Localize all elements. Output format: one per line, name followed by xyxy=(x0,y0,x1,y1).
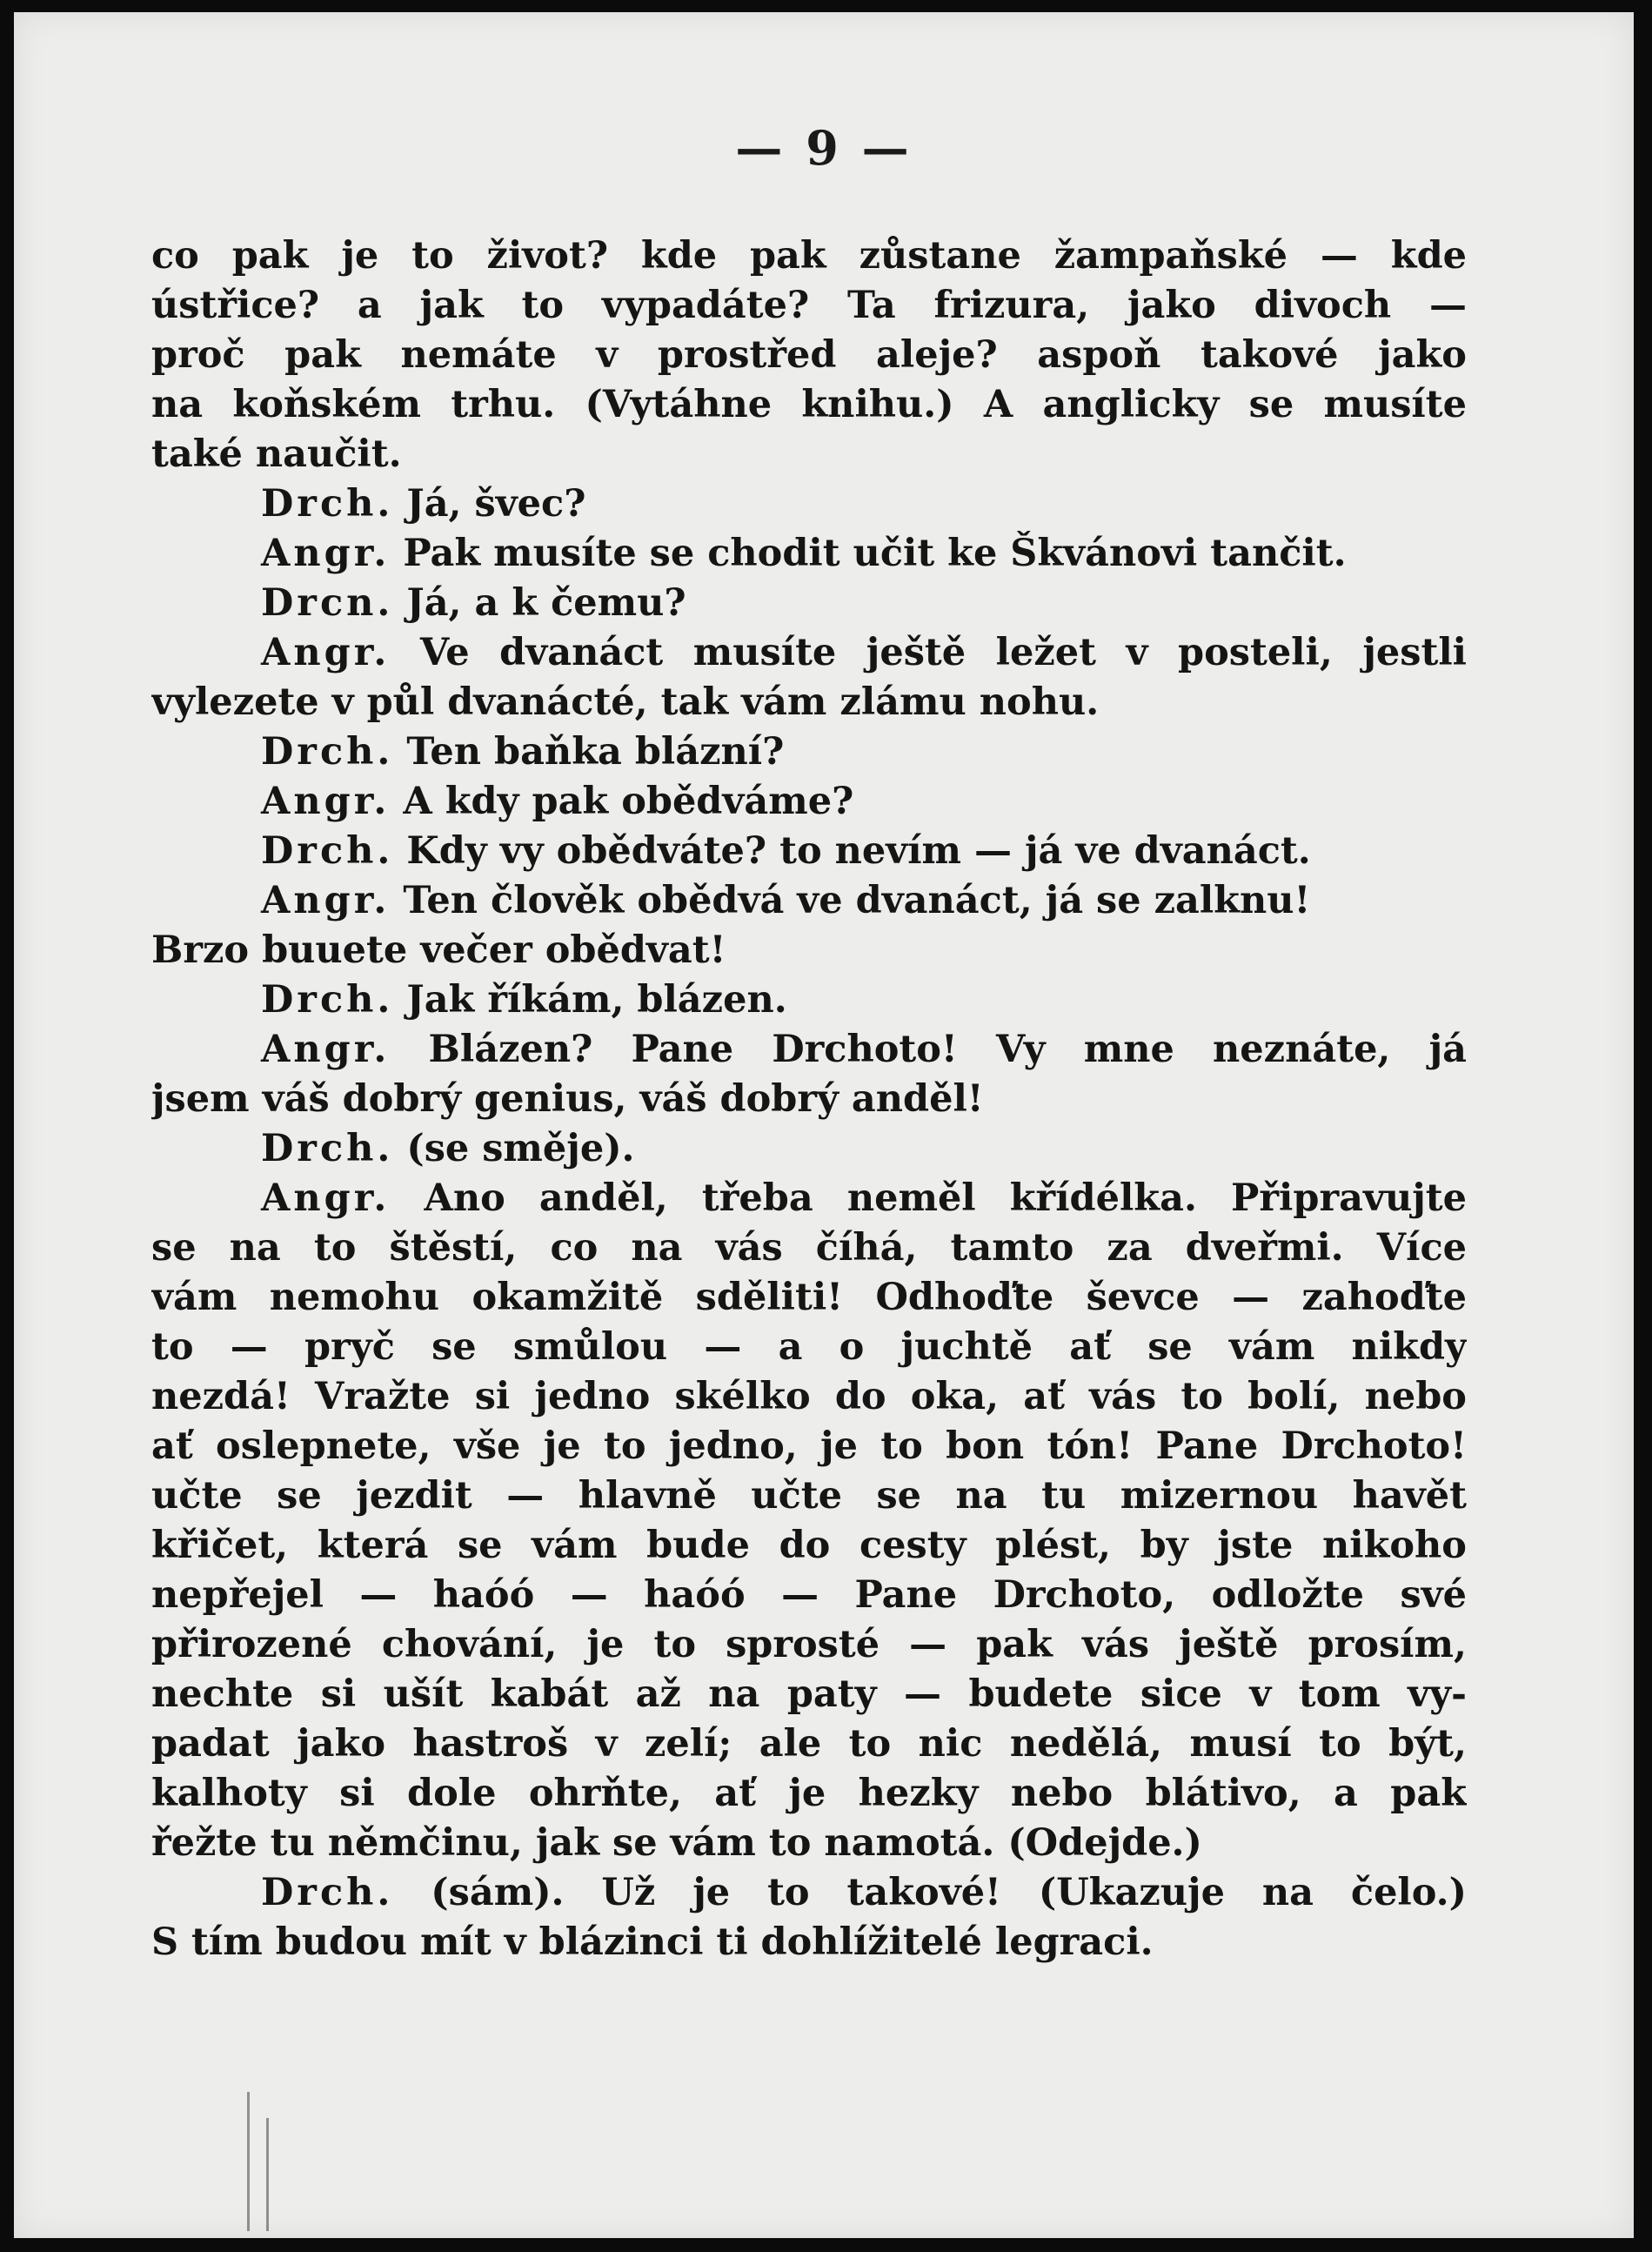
speaker-name: Angr. xyxy=(261,879,391,922)
line-text: vylezete v půl dvanácté, tak vám zlámu nohu. xyxy=(151,680,1100,724)
text-line xyxy=(151,926,1467,975)
line-text: Ano anděl, třeba neměl křídélka. Připravujte xyxy=(424,1176,1467,1220)
line-text: Brzo buuete večer obědvat! xyxy=(151,928,726,972)
speaker-name: Angr. xyxy=(261,780,391,823)
text-line xyxy=(151,1571,1467,1620)
line-text: vám nemohu okamžitě sděliti! Odhoďte ševce — zahoďte xyxy=(151,1276,1467,1319)
line-text: kalhoty si dole ohrňte, ať je hezky nebo blátivo, a pak xyxy=(151,1772,1467,1815)
line-text: na koňském trhu. (Vytáhne knihu.) A anglicky se musíte xyxy=(151,383,1467,426)
text-line xyxy=(151,231,1467,281)
text-line xyxy=(151,1075,1467,1124)
book-page xyxy=(14,12,1634,2238)
line-text: Kdy vy obědváte? to nevím — já ve dvanáct. xyxy=(406,829,1311,873)
line-text: nepřejel — haóó — haóó — Pane Drchoto, odložte své xyxy=(151,1573,1467,1617)
line-text: Blázen? Pane Drchoto! Vy mne neznáte, já xyxy=(428,1028,1467,1071)
text-line xyxy=(151,1372,1467,1422)
line-text: řežte tu němčinu, jak se vám to namotá. (Odejde.) xyxy=(151,1821,1202,1865)
speaker-name: Drcn. xyxy=(261,581,394,625)
text-line xyxy=(151,281,1467,331)
text-line xyxy=(151,1471,1467,1521)
line-text: nechte si ušít kabát až na paty — budete sice v tom vy- xyxy=(151,1672,1467,1716)
text-line xyxy=(151,1273,1467,1323)
speaker-name: Drch. xyxy=(261,482,394,526)
text-line xyxy=(151,1620,1467,1670)
line-text: učte se jezdit — hlavně učte se na tu mizernou havět xyxy=(151,1474,1467,1518)
page-text xyxy=(151,231,1467,1967)
line-text: přirozené chování, je to sprosté — pak vás ještě prosím, xyxy=(151,1623,1467,1666)
speaker-name: Drch. xyxy=(261,730,394,774)
line-text: padat jako hastroš v zelí; ale to nic nedělá, musí to být, xyxy=(151,1722,1467,1766)
text-line xyxy=(151,380,1467,430)
line-text: jsem váš dobrý genius, váš dobrý anděl! xyxy=(151,1077,984,1121)
line-text: ústřice? a jak to vypadáte? Ta frizura, jako divoch — xyxy=(151,284,1467,327)
line-text: A kdy pak obědváme? xyxy=(403,780,854,823)
dialogue-line xyxy=(151,975,1467,1025)
dialogue-line xyxy=(151,1124,1467,1174)
line-text: Ve dvanáct musíte ještě ležet v posteli, jestli xyxy=(419,631,1467,674)
text-line xyxy=(151,430,1467,479)
text-line xyxy=(151,1769,1467,1819)
line-text: S tím budou mít v blázinci ti dohlížitelé legraci. xyxy=(151,1920,1154,1964)
speaker-name: Drch. xyxy=(261,978,394,1022)
line-text: Já, a k čemu? xyxy=(406,581,686,625)
text-line xyxy=(151,1719,1467,1769)
line-text: se na to štěstí, co na vás číhá, tamto za dveřmi. Více xyxy=(151,1226,1467,1270)
dialogue-line xyxy=(151,628,1467,678)
line-text: nezdá! Vražte si jedno skélko do oka, ať vás to bolí, nebo xyxy=(151,1375,1467,1418)
text-line xyxy=(151,1223,1467,1273)
dialogue-line xyxy=(151,529,1467,579)
speaker-name: Drch. xyxy=(261,829,394,873)
dialogue-line xyxy=(151,479,1467,529)
line-text: Já, švec? xyxy=(406,482,586,526)
text-line xyxy=(151,1670,1467,1719)
line-text: (se směje). xyxy=(406,1127,635,1170)
line-text: Jak říkám, blázen. xyxy=(406,978,787,1022)
dialogue-line xyxy=(151,777,1467,827)
line-text: ať oslepnete, vše je to jedno, je to bon tón! Pane Drchoto! xyxy=(151,1424,1467,1468)
text-line xyxy=(151,1422,1467,1471)
text-line xyxy=(151,1323,1467,1372)
page-number: — 9 — xyxy=(735,120,913,176)
line-text: Pak musíte se chodit učit ke Škvánovi tančit. xyxy=(403,532,1347,575)
line-text: proč pak nemáte v prostřed aleje? aspoň takové jako xyxy=(151,333,1467,377)
text-line xyxy=(151,1918,1467,1967)
speaker-name: Drch. xyxy=(261,1871,394,1914)
speaker-name: Angr. xyxy=(261,1176,391,1220)
line-text: Ten baňka blázní? xyxy=(406,730,785,774)
line-text: křičet, která se vám bude do cesty plést, by jste nikoho xyxy=(151,1524,1467,1567)
dialogue-line xyxy=(151,1025,1467,1075)
line-text: (sám). Už je to takové! (Ukazuje na čelo.) xyxy=(431,1871,1467,1914)
line-text: co pak je to život? kde pak zůstane žampaňské — kde xyxy=(151,234,1467,278)
dialogue-line xyxy=(151,727,1467,777)
speaker-name: Angr. xyxy=(261,631,391,674)
dialogue-line xyxy=(151,579,1467,628)
text-line xyxy=(151,678,1467,727)
paper-crease xyxy=(266,2118,269,2231)
dialogue-line xyxy=(151,827,1467,876)
text-line xyxy=(151,1521,1467,1571)
paper-crease xyxy=(247,2092,250,2231)
text-line xyxy=(151,1819,1467,1868)
dialogue-line xyxy=(151,1868,1467,1918)
dialogue-line xyxy=(151,1174,1467,1223)
line-text: Ten člověk obědvá ve dvanáct, já se zalknu! xyxy=(403,879,1311,922)
speaker-name: Drch. xyxy=(261,1127,394,1170)
line-text: to — pryč se smůlou — a o juchtě ať se vám nikdy xyxy=(151,1325,1467,1369)
dialogue-line xyxy=(151,876,1467,926)
speaker-name: Angr. xyxy=(261,1028,391,1071)
speaker-name: Angr. xyxy=(261,532,391,575)
line-text: také naučit. xyxy=(151,432,402,476)
text-line xyxy=(151,331,1467,380)
